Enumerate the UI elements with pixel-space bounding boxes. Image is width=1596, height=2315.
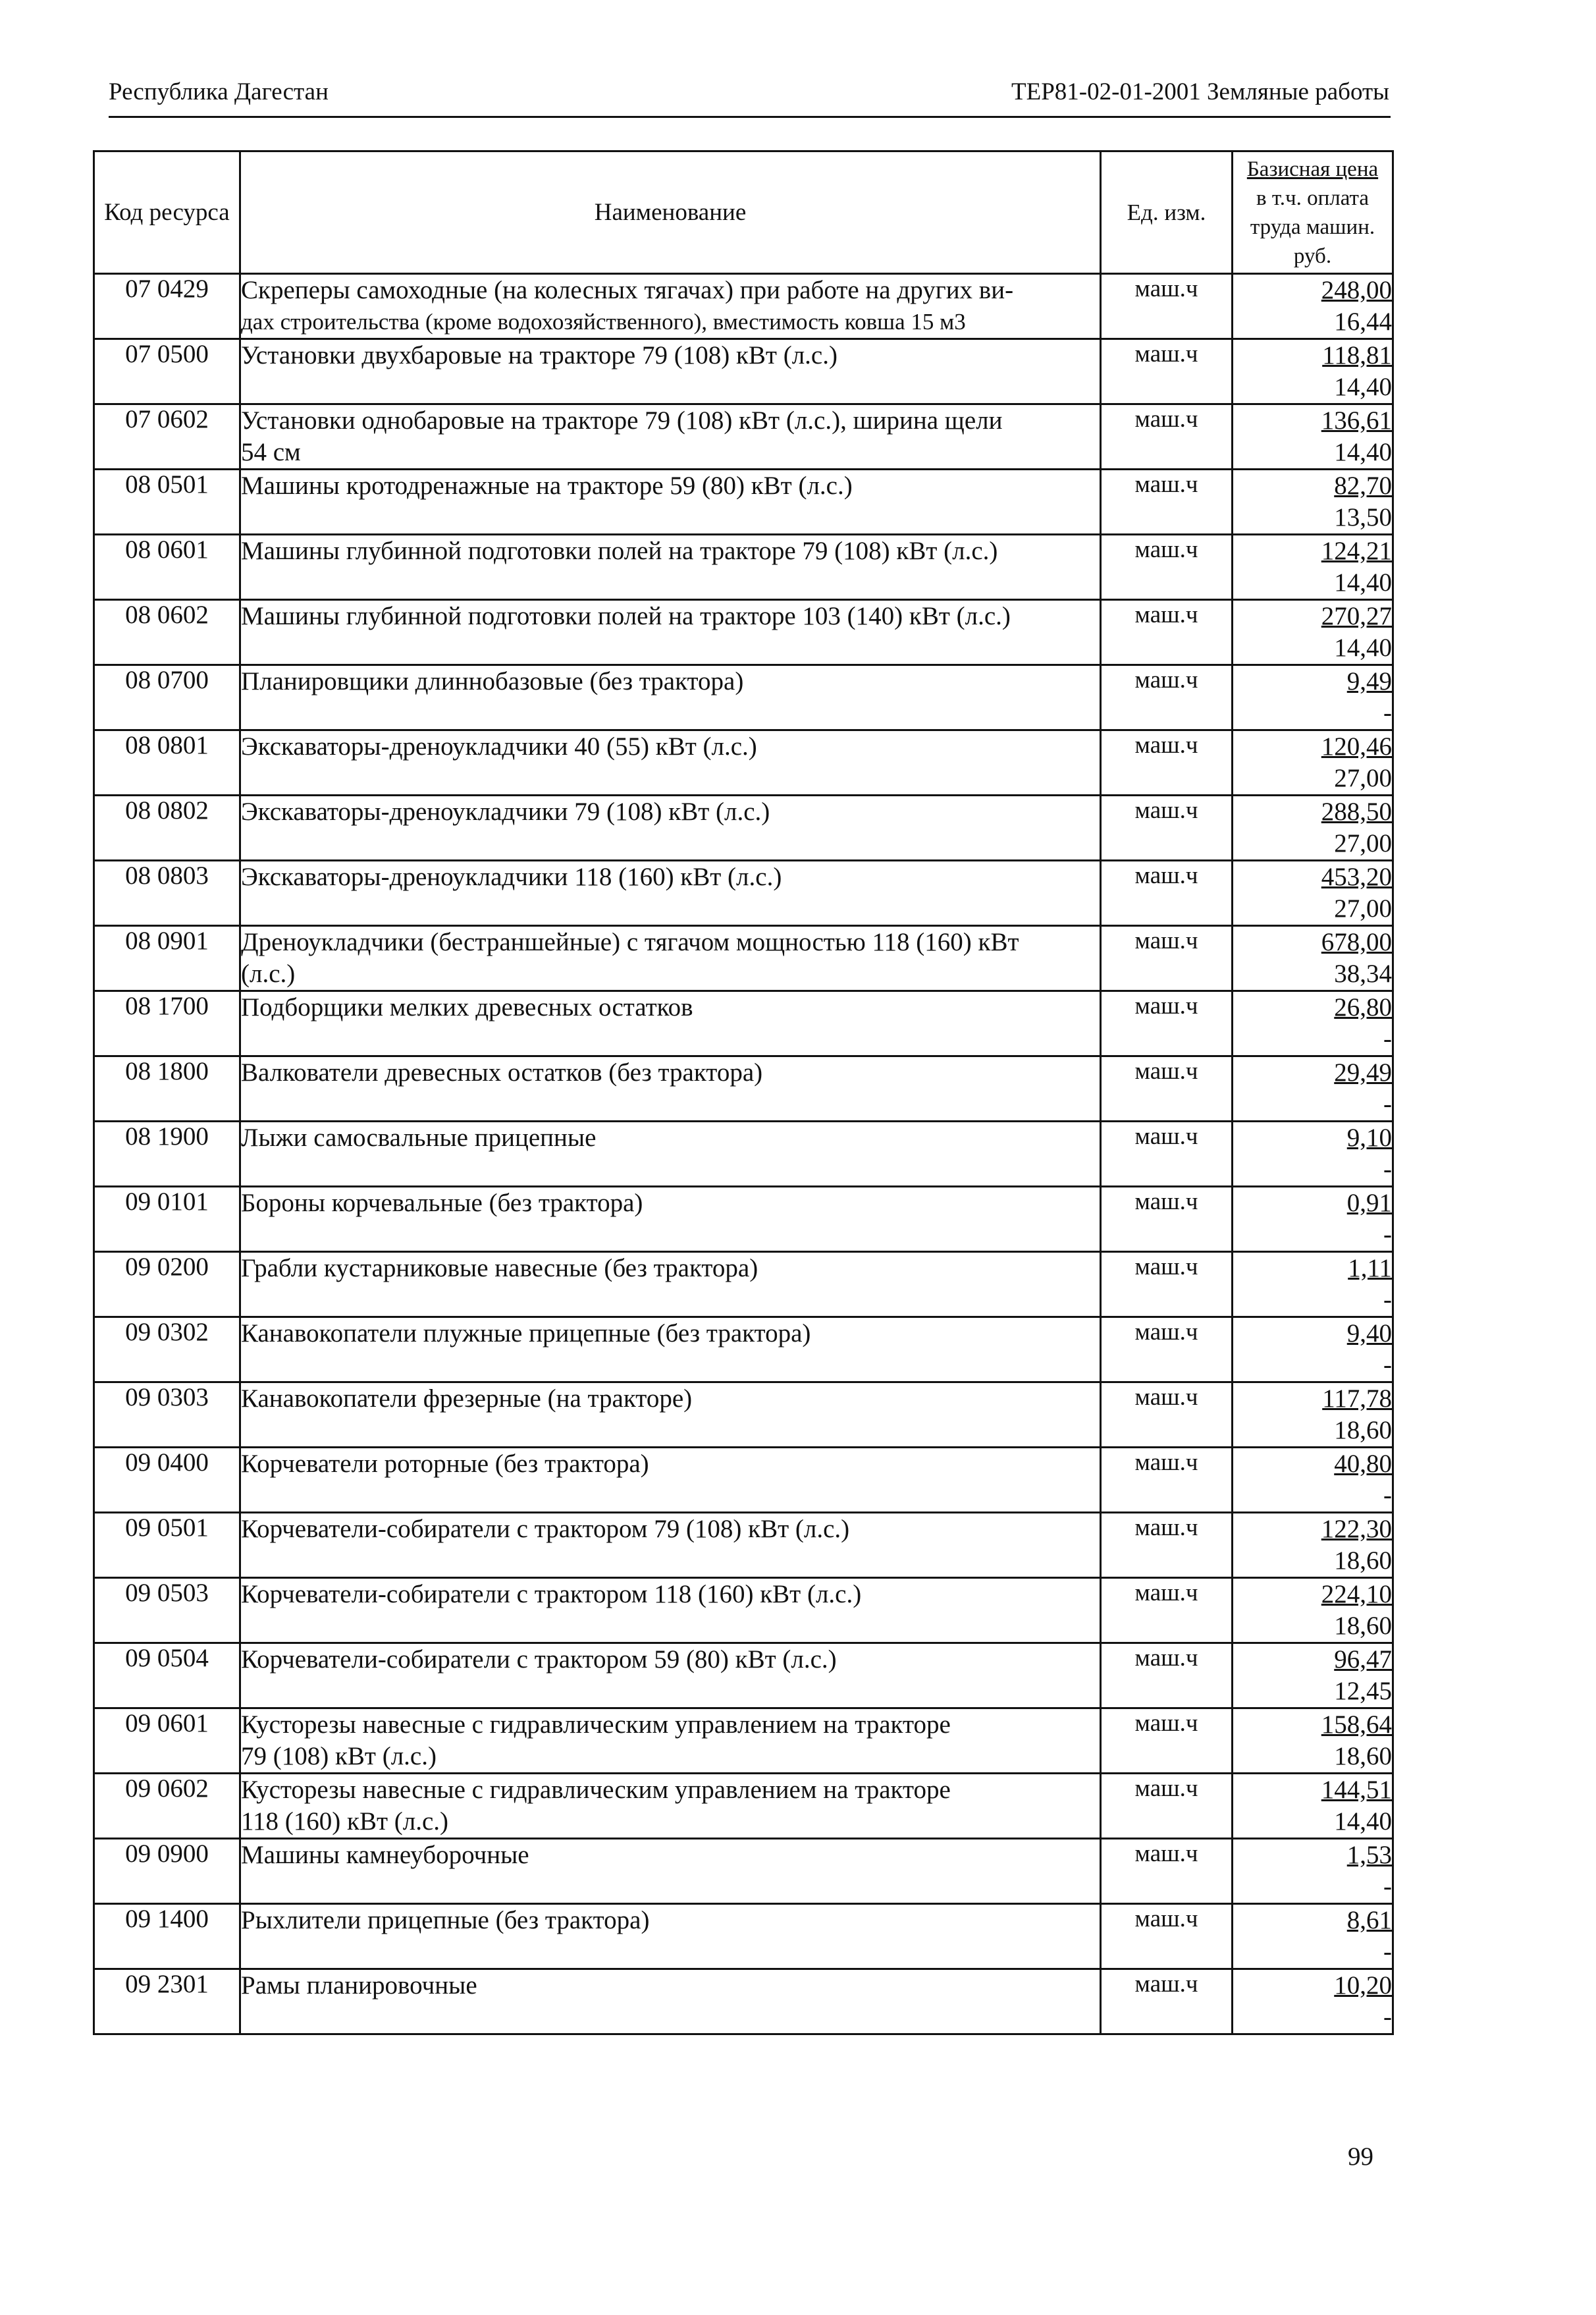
resource-name: [240, 730, 1101, 796]
header-document-code: ТЕР81-02-01-2001 Земляные работы: [1011, 78, 1389, 105]
resource-code: 07 0429: [94, 274, 240, 339]
table-row: [94, 730, 1393, 796]
base-price: 29,49: [1334, 1058, 1392, 1087]
table-row: [94, 796, 1393, 861]
resource-name-line2: (л.с.): [241, 960, 296, 988]
resource-name: [240, 1708, 1101, 1774]
price-cell: [1233, 1448, 1393, 1513]
resource-code: 09 0200: [94, 1252, 240, 1317]
table-row: [94, 535, 1393, 600]
price-cell: [1233, 1643, 1393, 1708]
price-cell: [1233, 1708, 1393, 1774]
price-cell: [1233, 665, 1393, 730]
price-cell: [1233, 1904, 1393, 1969]
resource-name: [240, 1839, 1101, 1904]
resource-name-line1: Машины кротодренажные на тракторе 59 (80) кВт (л.с.): [241, 472, 853, 500]
resource-name-line1: Установки двухбаровые на тракторе 79 (108) кВт (л.с.): [241, 341, 838, 369]
resource-code: 09 2301: [94, 1969, 240, 2034]
resource-code: 09 0503: [94, 1578, 240, 1643]
unit-of-measure: маш.ч: [1101, 796, 1233, 861]
price-cell: [1233, 1382, 1393, 1448]
price-cell: [1233, 339, 1393, 404]
resource-name-line1: Корчеватели-собиратели с трактором 59 (80) кВт (л.с.): [241, 1645, 837, 1674]
labor-cost: -: [1383, 1481, 1392, 1510]
unit-of-measure: маш.ч: [1101, 926, 1233, 991]
resource-name-line1: Корчеватели роторные (без трактора): [241, 1450, 649, 1478]
labor-cost: 16,44: [1334, 308, 1392, 336]
resource-code: 09 1400: [94, 1904, 240, 1969]
resource-code: 08 0901: [94, 926, 240, 991]
table-header-row: [94, 151, 1393, 274]
base-price: 144,51: [1321, 1776, 1392, 1804]
resource-name: [240, 1122, 1101, 1187]
resource-name: [240, 1578, 1101, 1643]
resource-name-line2: 118 (160) кВт (л.с.): [241, 1807, 449, 1836]
unit-of-measure: маш.ч: [1101, 1578, 1233, 1643]
resource-name: [240, 1056, 1101, 1122]
unit-of-measure: маш.ч: [1101, 1122, 1233, 1187]
table-row: [94, 1839, 1393, 1904]
unit-of-measure: маш.ч: [1101, 1056, 1233, 1122]
resource-code: 08 1800: [94, 1056, 240, 1122]
unit-of-measure: маш.ч: [1101, 1448, 1233, 1513]
price-cell: [1233, 926, 1393, 991]
labor-cost: -: [1383, 2003, 1392, 2031]
labor-cost: 14,40: [1334, 634, 1392, 662]
labor-cost: 18,60: [1334, 1612, 1392, 1640]
resource-name-line1: Экскаваторы-дреноукладчики 118 (160) кВт (л.с.): [241, 863, 782, 891]
table-row: [94, 1317, 1393, 1382]
table-row: [94, 339, 1393, 404]
resource-name-line1: Канавокопатели фрезерные (на тракторе): [241, 1384, 693, 1413]
table-row: [94, 1187, 1393, 1252]
price-cell: [1233, 404, 1393, 470]
table-row: [94, 470, 1393, 535]
price-cell: [1233, 1969, 1393, 2034]
unit-of-measure: маш.ч: [1101, 404, 1233, 470]
col-header-price-line4: руб.: [1293, 244, 1332, 268]
unit-of-measure: маш.ч: [1101, 1643, 1233, 1708]
col-header-price-line1: Базисная цена: [1246, 157, 1379, 181]
table-row: [94, 404, 1393, 470]
price-cell: [1233, 730, 1393, 796]
resource-code: 09 0602: [94, 1774, 240, 1839]
table-row: [94, 1904, 1393, 1969]
resource-code: 08 0700: [94, 665, 240, 730]
col-header-code: Код ресурса: [94, 151, 240, 274]
resource-name: [240, 470, 1101, 535]
resource-name: [240, 796, 1101, 861]
price-cell: [1233, 796, 1393, 861]
resource-name-line1: Валкователи древесных остатков (без трактора): [241, 1058, 763, 1087]
table-row: [94, 1969, 1393, 2034]
base-price: 9,40: [1346, 1319, 1392, 1348]
resource-name: [240, 535, 1101, 600]
table-row: [94, 1252, 1393, 1317]
base-price: 122,30: [1321, 1515, 1392, 1543]
resource-name: [240, 665, 1101, 730]
labor-cost: -: [1383, 1155, 1392, 1184]
resource-name-line1: Дреноукладчики (бестраншейные) с тягачом мощностью 118 (160) кВт: [241, 928, 1019, 956]
base-price: 248,00: [1321, 276, 1392, 304]
page-number: 99: [1348, 2142, 1373, 2171]
base-price: 8,61: [1346, 1906, 1392, 1934]
base-price: 1,53: [1346, 1841, 1392, 1869]
table-row: [94, 991, 1393, 1056]
unit-of-measure: маш.ч: [1101, 1969, 1233, 2034]
unit-of-measure: маш.ч: [1101, 730, 1233, 796]
table-row: [94, 1643, 1393, 1708]
price-cell: [1233, 1122, 1393, 1187]
table-row: [94, 1708, 1393, 1774]
resource-name: [240, 1382, 1101, 1448]
resource-code: 08 1700: [94, 991, 240, 1056]
labor-cost: 12,45: [1334, 1677, 1392, 1705]
base-price: 158,64: [1321, 1710, 1392, 1739]
base-price: 118,81: [1322, 341, 1392, 369]
resource-name-line1: Рыхлители прицепные (без трактора): [241, 1906, 650, 1934]
unit-of-measure: маш.ч: [1101, 1252, 1233, 1317]
unit-of-measure: маш.ч: [1101, 1317, 1233, 1382]
base-price: 10,20: [1334, 1971, 1392, 2000]
labor-cost: 14,40: [1334, 373, 1392, 401]
base-price: 136,61: [1321, 406, 1392, 435]
base-price: 124,21: [1321, 537, 1392, 565]
base-price: 224,10: [1321, 1580, 1392, 1608]
price-cell: [1233, 861, 1393, 926]
price-cell: [1233, 274, 1393, 339]
resource-name: [240, 404, 1101, 470]
resource-name: [240, 1187, 1101, 1252]
base-price: 678,00: [1321, 928, 1392, 956]
unit-of-measure: маш.ч: [1101, 274, 1233, 339]
resource-name-line1: Корчеватели-собиратели с трактором 79 (108) кВт (л.с.): [241, 1515, 850, 1543]
unit-of-measure: маш.ч: [1101, 1513, 1233, 1578]
resource-code: 08 0803: [94, 861, 240, 926]
table-row: [94, 665, 1393, 730]
price-cell: [1233, 600, 1393, 665]
resource-name-line1: Кусторезы навесные с гидравлическим управлением на тракторе: [241, 1776, 951, 1804]
resource-name-line1: Подборщики мелких древесных остатков: [241, 993, 693, 1021]
labor-cost: -: [1383, 1872, 1392, 1901]
resource-name: [240, 926, 1101, 991]
resource-name: [240, 339, 1101, 404]
unit-of-measure: маш.ч: [1101, 1904, 1233, 1969]
labor-cost: -: [1383, 1286, 1392, 1314]
resource-name: [240, 1252, 1101, 1317]
table-row: [94, 1056, 1393, 1122]
resource-name-line2: 54 см: [241, 438, 301, 466]
labor-cost: 27,00: [1334, 764, 1392, 792]
resource-name-line1: Планировщики длиннобазовые (без трактора): [241, 667, 744, 695]
labor-cost: 18,60: [1334, 1546, 1392, 1575]
price-cell: [1233, 991, 1393, 1056]
price-cell: [1233, 1578, 1393, 1643]
labor-cost: -: [1383, 1025, 1392, 1053]
price-cell: [1233, 1187, 1393, 1252]
header-region: Республика Дагестан: [109, 78, 329, 105]
labor-cost: 14,40: [1334, 1807, 1392, 1836]
table-row: [94, 1122, 1393, 1187]
unit-of-measure: маш.ч: [1101, 535, 1233, 600]
base-price: 96,47: [1334, 1645, 1392, 1674]
resource-code: 07 0602: [94, 404, 240, 470]
price-cell: [1233, 535, 1393, 600]
resource-name: [240, 991, 1101, 1056]
unit-of-measure: маш.ч: [1101, 1839, 1233, 1904]
resource-code: 08 0802: [94, 796, 240, 861]
base-price: 9,49: [1346, 667, 1392, 695]
labor-cost: -: [1383, 699, 1392, 727]
resource-name-line1: Экскаваторы-дреноукладчики 79 (108) кВт (л.с.): [241, 798, 770, 826]
resource-code: 08 0601: [94, 535, 240, 600]
unit-of-measure: маш.ч: [1101, 861, 1233, 926]
resource-code: 09 0601: [94, 1708, 240, 1774]
price-cell: [1233, 1513, 1393, 1578]
price-cell: [1233, 1317, 1393, 1382]
resource-code: 08 0602: [94, 600, 240, 665]
base-price: 270,27: [1321, 602, 1392, 630]
resource-table: [93, 150, 1394, 2035]
resource-code: 09 0303: [94, 1382, 240, 1448]
resource-name-line1: Машины глубинной подготовки полей на тракторе 79 (108) кВт (л.с.): [241, 537, 998, 565]
unit-of-measure: маш.ч: [1101, 665, 1233, 730]
labor-cost: 18,60: [1334, 1416, 1392, 1444]
resource-name-line1: Бороны корчевальные (без трактора): [241, 1189, 643, 1217]
unit-of-measure: маш.ч: [1101, 1774, 1233, 1839]
table-row: [94, 861, 1393, 926]
base-price: 9,10: [1346, 1124, 1392, 1152]
col-header-price-line2: в т.ч. оплата: [1256, 186, 1369, 210]
resource-name: [240, 1904, 1101, 1969]
resource-name: [240, 861, 1101, 926]
resource-code: 09 0101: [94, 1187, 240, 1252]
resource-name-line1: Грабли кустарниковые навесные (без трактора): [241, 1254, 758, 1282]
price-cell: [1233, 470, 1393, 535]
table-row: [94, 274, 1393, 339]
base-price: 117,78: [1322, 1384, 1392, 1413]
resource-code: 09 0400: [94, 1448, 240, 1513]
resource-name: [240, 274, 1101, 339]
unit-of-measure: маш.ч: [1101, 1187, 1233, 1252]
resource-code: 09 0302: [94, 1317, 240, 1382]
table-row: [94, 1578, 1393, 1643]
resource-name: [240, 1969, 1101, 2034]
price-cell: [1233, 1774, 1393, 1839]
table-row: [94, 1513, 1393, 1578]
resource-name-line1: Канавокопатели плужные прицепные (без трактора): [241, 1319, 811, 1348]
table-row: [94, 1382, 1393, 1448]
base-price: 120,46: [1321, 732, 1392, 761]
resource-name-line1: Установки однобаровые на тракторе 79 (108) кВт (л.с.), ширина щели: [241, 406, 1003, 435]
base-price: 40,80: [1334, 1450, 1392, 1478]
unit-of-measure: маш.ч: [1101, 1382, 1233, 1448]
labor-cost: -: [1383, 1938, 1392, 1966]
unit-of-measure: маш.ч: [1101, 1708, 1233, 1774]
resource-name-line1: Кусторезы навесные с гидравлическим управлением на тракторе: [241, 1710, 951, 1739]
unit-of-measure: маш.ч: [1101, 600, 1233, 665]
labor-cost: -: [1383, 1220, 1392, 1249]
resource-name: [240, 1774, 1101, 1839]
resource-name: [240, 1643, 1101, 1708]
labor-cost: 27,00: [1334, 829, 1392, 858]
resource-name: [240, 1448, 1101, 1513]
labor-cost: 38,34: [1334, 960, 1392, 988]
base-price: 453,20: [1321, 863, 1392, 891]
resource-code: 08 0801: [94, 730, 240, 796]
unit-of-measure: маш.ч: [1101, 339, 1233, 404]
resource-code: 08 1900: [94, 1122, 240, 1187]
header-divider: [109, 116, 1391, 118]
price-cell: [1233, 1839, 1393, 1904]
base-price: 82,70: [1334, 472, 1392, 500]
labor-cost: -: [1383, 1351, 1392, 1379]
base-price: 1,11: [1348, 1254, 1392, 1282]
table-row: [94, 1774, 1393, 1839]
resource-name-line1: Скреперы самоходные (на колесных тягачах) при работе на других ви-: [241, 276, 1014, 304]
resource-name-line1: Рамы планировочные: [241, 1971, 477, 2000]
resource-name: [240, 1513, 1101, 1578]
resource-name-line2: 79 (108) кВт (л.с.): [241, 1742, 437, 1770]
resource-code: 09 0900: [94, 1839, 240, 1904]
base-price: 0,91: [1346, 1189, 1392, 1217]
resource-name: [240, 1317, 1101, 1382]
resource-name-line2: дах строительства (кроме водохозяйственного), вместимость ковша 15 м3: [241, 309, 966, 335]
col-header-price-line3: труда машин.: [1250, 215, 1375, 239]
resource-name-line1: Машины камнеуборочные: [241, 1841, 529, 1869]
col-header-unit: Ед. изм.: [1101, 151, 1233, 274]
labor-cost: -: [1383, 1090, 1392, 1118]
unit-of-measure: маш.ч: [1101, 470, 1233, 535]
resource-code: 09 0504: [94, 1643, 240, 1708]
price-cell: [1233, 1252, 1393, 1317]
col-header-name: Наименование: [240, 151, 1101, 274]
labor-cost: 14,40: [1334, 438, 1392, 466]
resource-name-line1: Лыжи самосвальные прицепные: [241, 1124, 597, 1152]
table-row: [94, 600, 1393, 665]
labor-cost: 27,00: [1334, 894, 1392, 923]
labor-cost: 14,40: [1334, 568, 1392, 597]
labor-cost: 18,60: [1334, 1742, 1392, 1770]
base-price: 26,80: [1334, 993, 1392, 1021]
base-price: 288,50: [1321, 798, 1392, 826]
labor-cost: 13,50: [1334, 503, 1392, 531]
resource-name-line1: Экскаваторы-дреноукладчики 40 (55) кВт (л.с.): [241, 732, 757, 761]
price-cell: [1233, 1056, 1393, 1122]
resource-code: 08 0501: [94, 470, 240, 535]
resource-name-line1: Машины глубинной подготовки полей на тракторе 103 (140) кВт (л.с.): [241, 602, 1011, 630]
resource-code: 07 0500: [94, 339, 240, 404]
resource-name: [240, 600, 1101, 665]
resource-code: 09 0501: [94, 1513, 240, 1578]
unit-of-measure: маш.ч: [1101, 991, 1233, 1056]
col-header-price: [1233, 151, 1393, 274]
table-row: [94, 1448, 1393, 1513]
resource-name-line1: Корчеватели-собиратели с трактором 118 (160) кВт (л.с.): [241, 1580, 862, 1608]
table-row: [94, 926, 1393, 991]
